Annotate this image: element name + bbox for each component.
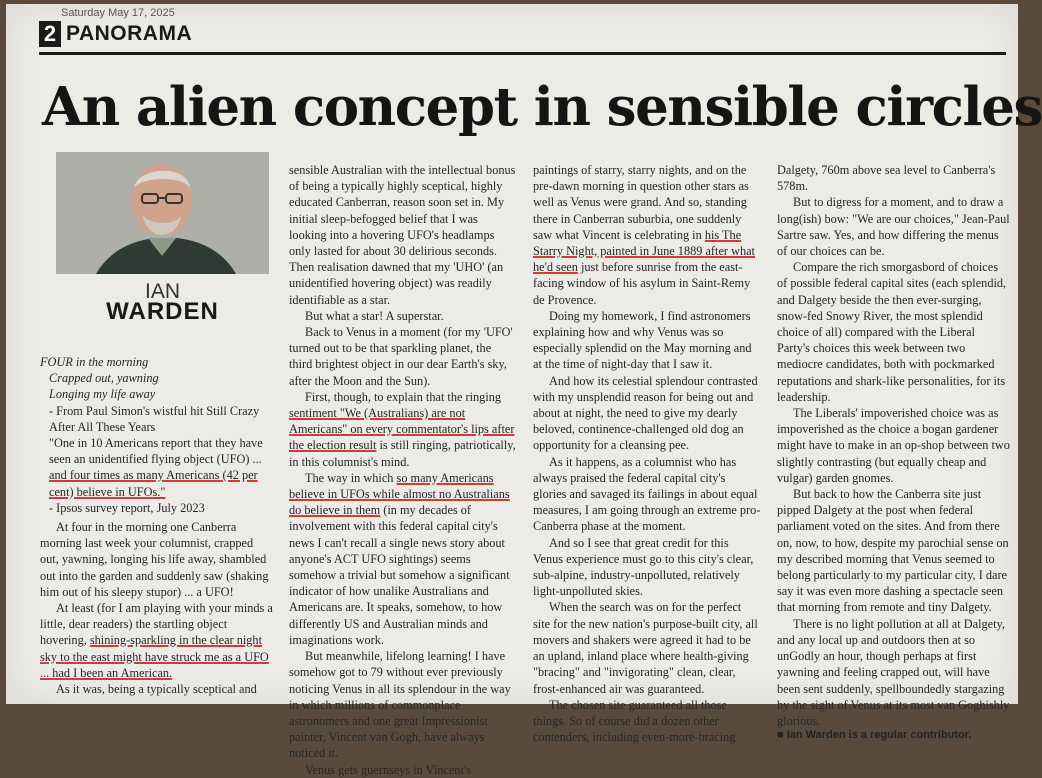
paragraph: As it happens, as a columnist who has always praised the federal capital city's glories and savaged its failings in about equal measures, I am going through an extreme pro-Canberra phase at the moment. bbox=[533, 454, 761, 534]
paragraph-underlined: his The Starry Night, painted in June 1889 after what he'd seen bbox=[533, 227, 755, 275]
section-name: PANORAMA bbox=[66, 22, 193, 45]
paragraph: There is no light pollution at all at Dalgety, and any local up and outdoors then at so unGodly an hour, though perhaps at first yawning and feeling crapped out, will have been sent suddenly, spellboundedly stargazing by the sight of Venus at its most van Goghishly glorious. bbox=[777, 616, 1010, 728]
author-last-name: WARDEN bbox=[106, 298, 219, 325]
paragraph bbox=[289, 389, 517, 470]
paragraph bbox=[289, 470, 517, 648]
paragraph-text: paintings of starry, starry nights, and on the pre-dawn morning in question other stars as well as Venus were grand. And so, standing there in Canberran suburbia, one suddenly saw what Vincent is celebrating in bbox=[533, 163, 749, 242]
paragraph: The chosen site guaranteed all those things. So of course did a dozen other contenders, including even-more-bracing bbox=[533, 697, 736, 745]
paragraph: sensible Australian with the intellectual bonus of being a typically highly sceptical, highly educated Canberran, reason soon set in. My initial sleep-befogged belief that I was looking into a hovering UFO's headlamps only lasted for about 30 delirious seconds. Then realisation dawned that my 'UHO' (an unidentified hovering object) was readily identifiable as a star. bbox=[289, 163, 516, 307]
paragraph: But back to how the Canberra site just pipped Dalgety at the post when federal parliament voted on the sites. And from there on, now, to how, despite my parochial sense on my described morning that Venus seemed to belong particularly to my particular city, I dare say it was even more dashing a spectacle seen that morning from remote and tiny Dalgety. bbox=[777, 487, 1009, 615]
paragraph bbox=[40, 600, 274, 681]
epigraph-source: - From Paul Simon's wistful hit Still Crazy After All These Years bbox=[49, 403, 260, 434]
paragraph-underlined: sentiment "We (Australians) are not Americans" on every commentator's lips after the election result bbox=[289, 406, 515, 453]
author-footnote: ■ Ian Warden is a regular contributor. bbox=[777, 729, 972, 742]
paragraph-text: First, though, to explain that the ringing bbox=[305, 389, 502, 404]
paragraph: At four in the morning one Canberra morning last week your columnist, crapped out, yawning, longing his life away, shambled out into the garden and suddenly saw (shaking him out of his sleepy stupor) ... a UFO! bbox=[40, 520, 269, 599]
epigraph-line-3: Longing my life away bbox=[49, 387, 156, 402]
paragraph: Venus gets guernseys in Vincent's bbox=[305, 762, 471, 777]
paragraph: Doing my homework, I find astronomers explaining how and why Venus was so especially splendid on the May morning and at the time of night-day that I saw it. bbox=[533, 308, 752, 372]
epigraph bbox=[40, 354, 274, 516]
epigraph-quote-underlined: and four times as many Americans (42 per cent) believe in UFOs." bbox=[49, 468, 258, 499]
body-column-2 bbox=[289, 162, 517, 778]
paragraph-underlined: so many Americans believe in UFOs while almost no Australians do believe in them bbox=[289, 470, 510, 518]
epigraph-quote bbox=[40, 435, 274, 500]
author-first-name: IAN bbox=[144, 280, 180, 303]
paragraph: The Liberals' impoverished choice was as impoverished as the choice a bogan gardener might have to make in an op-shop between two slightly contrasting (but equally cheap and vulgar) garden gnomes. bbox=[777, 406, 1010, 485]
epigraph-line-1: FOUR in the morning bbox=[40, 355, 149, 369]
epigraph-line-2: Crapped out, yawning bbox=[49, 371, 159, 386]
paragraph: Compare the rich smorgasbord of choices of possible federal capital sites (each splendid, and Dalgety beside the then ever-surging, snow-fed Snowy River, the most splendid choice of all) compared with the Liberal Party's choices this week between two mediocre candidates, both with pockmarked reputations and shark-like personalities, for its leadership. bbox=[777, 260, 1007, 404]
paragraph: But meanwhile, lifelong learning! I have somehow got to 79 without ever previously noticing Venus in all its splendour in the way in which millions of commonplace astronomers and one great Impressionist painter, Vincent van Gogh, have always noticed it. bbox=[289, 649, 511, 761]
paragraph: And so I see that great credit for this Venus experience must go to this city's clear, sub-alpine, industry-unpolluted, relatively light-unpolluted skies. bbox=[533, 535, 754, 599]
author-photo bbox=[56, 152, 269, 274]
newspaper-page bbox=[6, 4, 1042, 777]
epigraph-quote-source: - Ipsos survey report, July 2023 bbox=[49, 500, 205, 515]
header-rule bbox=[39, 52, 1006, 55]
issue-date: Saturday May 17, 2025 bbox=[61, 7, 175, 19]
paragraph: Dalgety, 760m above sea level to Canberra's 578m. bbox=[777, 163, 996, 194]
paragraph bbox=[533, 162, 761, 308]
paragraph: But what a star! A superstar. bbox=[305, 308, 444, 323]
page-number: 2 bbox=[39, 21, 61, 47]
paragraph: When the search was on for the perfect site for the new nation's purpose-built city, all movers and shakers were agreed it had to be an upland, inland place where health-giving "bracing" and "invigorating" clean, clear, frost-enhanced air was guaranteed. bbox=[533, 600, 758, 696]
headline: An alien concept in sensible circles bbox=[42, 76, 1042, 138]
paragraph: As it was, being a typically sceptical and bbox=[56, 682, 257, 697]
paragraph-text: just before sunrise from the east-facing window of his asylum in Saint-Remy de Provence. bbox=[533, 260, 751, 307]
paragraph-text: is still ringing, patriotically, in this columnist's mind. bbox=[289, 438, 516, 469]
epigraph-quote-text: "One in 10 Americans report that they have seen an unidentified flying object (UFO) ... bbox=[49, 436, 263, 467]
paragraph-text: (in my decades of involvement with this federal capital city's news I can't recall a single news story about anyone's ACT UFO sightings) seems somehow a trivial but somehow a significant indicator of how unalike Australians and Americans are. It speaks, somehow, to how differently US and Australian minds and imaginations work. bbox=[289, 503, 510, 647]
paragraph: But to digress for a moment, and to draw a long(ish) bow: "We are our choices," Jean-Paul Sartre saw. Yes, and how differing the menus of our choices can be. bbox=[777, 195, 1010, 259]
paragraph: And how its celestial splendour contrasted with my unsplendid reason for being out and about at night, the need to give my dearly beloved, continence-challenged old dog an opportunity for a cleansing pee. bbox=[533, 373, 758, 453]
body-column-4 bbox=[777, 162, 1011, 741]
author-portrait-image bbox=[56, 152, 269, 274]
body-column-3 bbox=[533, 162, 761, 745]
body-column-1 bbox=[40, 519, 274, 697]
paragraph-underlined: shining-sparkling in the clear night sky to the east might have struck me as a UFO ... had I been an American. bbox=[40, 633, 269, 680]
paragraph-text: The way in which bbox=[305, 470, 397, 485]
paragraph-text: At least (for I am playing with your minds a little, dear readers) the startling object hovering, bbox=[40, 601, 273, 648]
paragraph: Back to Venus in a moment (for my 'UFO' turned out to be that sparkling planet, the third brightest object in our dear Earth's sky, after the Moon and the Sun). bbox=[289, 325, 513, 388]
